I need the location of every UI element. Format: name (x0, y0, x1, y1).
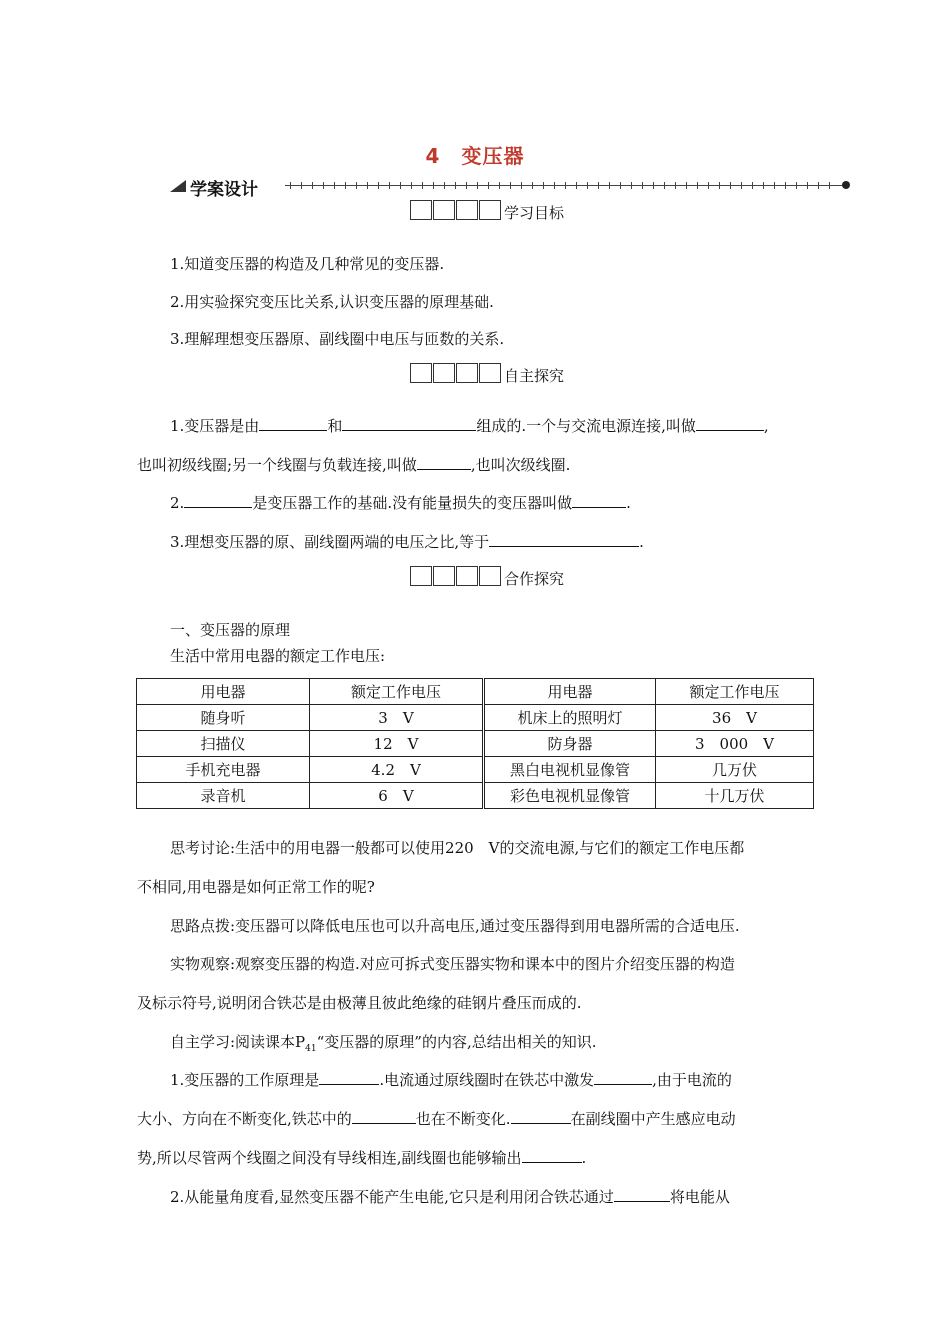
banner-tick (565, 182, 566, 189)
table-cell: 防身器 (484, 731, 656, 757)
banner-tick (796, 182, 797, 189)
coop-intro: 生活中常用电器的额定工作电压: (170, 647, 386, 665)
coop-heading: 一、变压器的原理 (170, 621, 291, 639)
text: 2.从能量角度看,显然变压器不能产生电能,它只是利用闭合铁芯通过 (170, 1188, 614, 1206)
observe-line2: 及标示符号,说明闭合铁芯是由极薄且彼此绝缘的硅钢片叠压而成的. (137, 994, 582, 1012)
self-read (170, 1032, 596, 1059)
section-objectives (410, 200, 564, 222)
self-study-q1-line1 (170, 416, 769, 436)
banner-tick (642, 182, 643, 189)
banner-tick (345, 182, 346, 189)
banner-tick (752, 182, 753, 189)
section-self-study (410, 363, 564, 385)
banner-tick (675, 182, 676, 189)
text: , (763, 417, 769, 435)
section-coop (410, 566, 564, 588)
energy-line (170, 1187, 730, 1207)
banner-tick (763, 182, 764, 189)
page-subscript: 41 (305, 1044, 317, 1054)
table-header: 额定工作电压 (656, 679, 814, 705)
text: 组成的.一个与交流电源连接,叫做 (476, 417, 696, 435)
banner-tick (785, 182, 786, 189)
table-cell: 3 V (310, 705, 484, 731)
banner-tick (312, 182, 313, 189)
banner-tick (774, 182, 775, 189)
blank[interactable] (522, 1148, 582, 1163)
table-cell: 彩色电视机显像管 (484, 783, 656, 809)
banner-tick (422, 182, 423, 189)
banner-tick (444, 182, 445, 189)
table-cell: 几万伏 (656, 757, 814, 783)
text: . (626, 494, 631, 512)
table-row (137, 783, 814, 809)
table-cell: 3 000 V (656, 731, 814, 757)
table-cell: 十几万伏 (656, 783, 814, 809)
banner-tick (521, 182, 522, 189)
text: . (639, 533, 644, 551)
section-boxes-icon (410, 566, 502, 590)
banner-tick (488, 182, 489, 189)
table-header: 额定工作电压 (310, 679, 484, 705)
blank[interactable] (489, 532, 639, 547)
banner-tick (510, 182, 511, 189)
banner-tick (389, 182, 390, 189)
banner-tick (664, 182, 665, 189)
banner-tick (697, 182, 698, 189)
principle-line1 (170, 1070, 732, 1090)
banner-tick (334, 182, 335, 189)
blank[interactable] (319, 1070, 379, 1085)
banner-tick (323, 182, 324, 189)
text: 自主学习:阅读课本P (170, 1033, 306, 1051)
objective-1: 1.知道变压器的构造及几种常见的变压器. (170, 255, 445, 273)
blank[interactable] (511, 1109, 571, 1124)
text: 也叫初级线圈;另一个线圈与负载连接,叫做 (137, 456, 417, 474)
section-boxes-icon (410, 200, 502, 224)
table-cell: 36 V (656, 705, 814, 731)
text: 2. (170, 494, 185, 512)
table-row (137, 757, 814, 783)
banner-tick (554, 182, 555, 189)
banner-tick (499, 182, 500, 189)
blank[interactable] (184, 493, 252, 508)
banner-tick (532, 182, 533, 189)
banner-tick (653, 182, 654, 189)
text: 也在不断变化. (415, 1110, 511, 1128)
banner-tick (818, 182, 819, 189)
blank[interactable] (342, 416, 476, 431)
text: 大小、方向在不断变化,铁芯中的 (137, 1110, 352, 1128)
text: 1.变压器的工作原理是 (170, 1071, 320, 1089)
table-header: 用电器 (137, 679, 310, 705)
blank[interactable] (352, 1109, 416, 1124)
banner-tick (719, 182, 720, 189)
text: 在副线圈中产生感应电动 (570, 1110, 736, 1128)
table-cell: 6 V (310, 783, 484, 809)
blank[interactable] (572, 493, 626, 508)
self-study-q2 (170, 493, 631, 513)
self-study-q1-line2 (137, 455, 570, 475)
table-header-row (137, 679, 814, 705)
section-label: 学习目标 (504, 203, 565, 222)
table-cell: 录音机 (137, 783, 310, 809)
banner-tick (708, 182, 709, 189)
text: 和 (327, 417, 343, 435)
text: ,由于电流的 (652, 1071, 732, 1089)
principle-line3 (137, 1148, 586, 1168)
text: 是变压器工作的基础.没有能量损失的变压器叫做 (252, 494, 573, 512)
text: 1.变压器是由 (170, 417, 260, 435)
table-cell: 随身听 (137, 705, 310, 731)
self-study-q3 (170, 532, 644, 552)
blank[interactable] (696, 416, 764, 431)
blank[interactable] (614, 1187, 670, 1202)
table-cell: 手机充电器 (137, 757, 310, 783)
banner-tick (741, 182, 742, 189)
table-cell: 12 V (310, 731, 484, 757)
banner-tick (730, 182, 731, 189)
text: .电流通过原线圈时在铁芯中激发 (379, 1071, 595, 1089)
banner-tick (433, 182, 434, 189)
banner-tick (807, 182, 808, 189)
banner-triangle-icon (170, 180, 186, 192)
observe-line1: 实物观察:观察变压器的构造.对应可拆式变压器实物和课本中的图片介绍变压器的构造 (170, 955, 735, 973)
banner-tick (609, 182, 610, 189)
principle-line2 (137, 1109, 736, 1129)
banner-tick (301, 182, 302, 189)
banner-tick (411, 182, 412, 189)
banner-label: 学案设计 (190, 180, 258, 200)
discuss-line2: 不相同,用电器是如何正常工作的呢? (137, 878, 375, 896)
text: “变压器的原理”的内容,总结出相关的知识. (316, 1033, 597, 1051)
table-row (137, 705, 814, 731)
table-header: 用电器 (484, 679, 656, 705)
banner-tick (356, 182, 357, 189)
banner-tick (598, 182, 599, 189)
section-label: 合作探究 (504, 569, 565, 588)
table-cell: 扫描仪 (137, 731, 310, 757)
blank[interactable] (259, 416, 327, 431)
section-banner (170, 176, 850, 200)
text: ,也叫次级线圈. (470, 456, 571, 474)
banner-tick (290, 182, 291, 189)
hint-paragraph: 思路点拨:变压器可以降低电压也可以升高电压,通过变压器得到用电器所需的合适电压. (170, 917, 740, 935)
page-title: 4 变压器 (425, 144, 525, 168)
text: 3.理想变压器的原、副线圈两端的电压之比,等于 (170, 533, 490, 551)
objective-3: 3.理解理想变压器原、副线圈中电压与匝数的关系. (170, 330, 505, 348)
text: 势,所以尽管两个线圈之间没有导线相连,副线圈也能够输出 (137, 1149, 522, 1167)
banner-tick (466, 182, 467, 189)
banner-tick (576, 182, 577, 189)
banner-tick (378, 182, 379, 189)
section-label: 自主探究 (504, 366, 565, 385)
voltage-table (136, 678, 814, 809)
blank[interactable] (417, 455, 471, 470)
objective-2: 2.用实验探究变压比关系,认识变压器的原理基础. (170, 293, 494, 311)
banner-tick (400, 182, 401, 189)
blank[interactable] (594, 1070, 652, 1085)
text: 将电能从 (669, 1188, 730, 1206)
banner-end-dot-icon (842, 181, 850, 189)
banner-tick (367, 182, 368, 189)
banner-tick (543, 182, 544, 189)
table-row (137, 731, 814, 757)
table-cell: 机床上的照明灯 (484, 705, 656, 731)
banner-tick (686, 182, 687, 189)
banner-tick (477, 182, 478, 189)
banner-tick (620, 182, 621, 189)
banner-tick (455, 182, 456, 189)
table-cell: 4.2 V (310, 757, 484, 783)
banner-tick (829, 182, 830, 189)
text: . (581, 1149, 587, 1167)
section-boxes-icon (410, 363, 502, 387)
banner-tick (587, 182, 588, 189)
discuss-line1: 思考讨论:生活中的用电器一般都可以使用220 V的交流电源,与它们的额定工作电压都 (170, 839, 745, 857)
banner-tick (631, 182, 632, 189)
table-cell: 黑白电视机显像管 (484, 757, 656, 783)
